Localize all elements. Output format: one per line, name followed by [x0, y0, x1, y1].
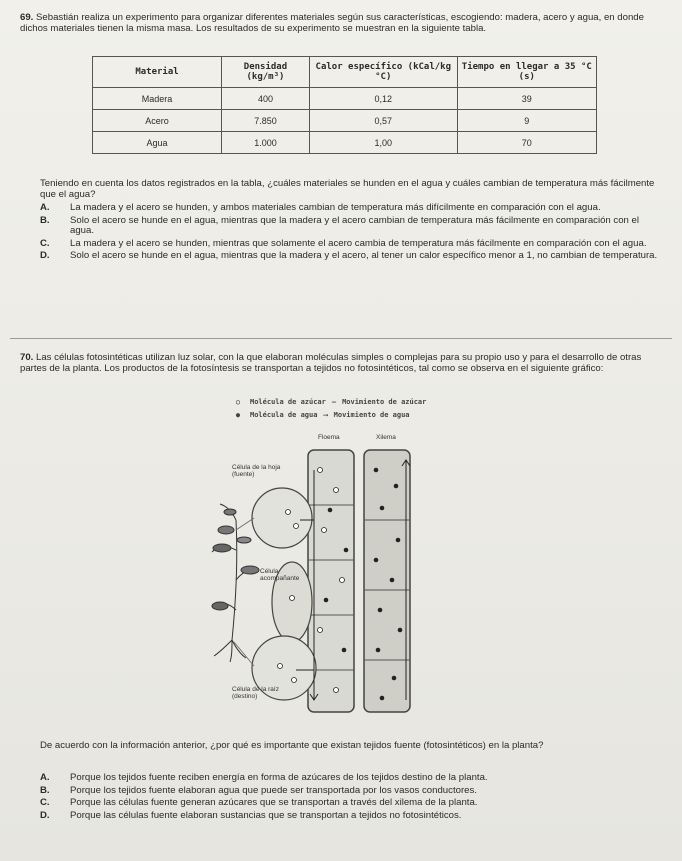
q70-question: De acuerdo con la información anterior, ¿por qué es importante que existan tejidos fuente (fotosintéticos) en la planta?: [40, 740, 544, 751]
floema-label: Floema: [318, 434, 340, 441]
plant-transport-diagram: [196, 430, 432, 720]
table-cell: 39: [457, 88, 596, 110]
divider: [10, 338, 672, 339]
option-text: Porque los tejidos fuente reciben energía en forma de azúcares de los tejidos destino de la planta.: [70, 772, 488, 783]
header-time: Tiempo en llegar a 35 °C (s): [457, 57, 596, 88]
leaf-cell: [252, 488, 312, 548]
option-text: Porque los tejidos fuente elaboran agua que puede ser transportada por los vasos conductores.: [70, 784, 477, 796]
q69-option-b[interactable]: [40, 216, 660, 237]
xylem-tube: [364, 450, 410, 712]
option-letter: B.: [40, 784, 50, 796]
option-text: La madera y el acero se hunden, y ambos materiales cambian de temperatura más difícilmente en comparación con el agua.: [70, 202, 601, 213]
option-letter: D.: [40, 809, 50, 821]
table-cell: 1,00: [309, 132, 457, 154]
table-cell: Acero: [93, 110, 222, 132]
q69-option-c[interactable]: [40, 239, 660, 250]
q69-number: 69.: [20, 12, 34, 23]
legend-arrow: —: [331, 398, 337, 406]
q70-option-d[interactable]: [40, 811, 660, 822]
q70-option-b[interactable]: [40, 786, 660, 797]
water-molecule-icon: ●: [235, 411, 241, 419]
table-cell: 70: [457, 132, 596, 154]
q70-option-a[interactable]: [40, 773, 660, 784]
option-letter: A.: [40, 772, 50, 783]
option-text: Solo el acero se hunde en el agua, mientras que la madera y el acero, al tener un calor específico menor a 1, no cambian de temperatura.: [70, 250, 658, 261]
q69-option-a[interactable]: [40, 203, 660, 214]
option-text: Porque las células fuente generan azúcares que se transportan a través del xilema de la planta.: [70, 797, 478, 808]
q70-option-c[interactable]: [40, 798, 660, 809]
option-text: La madera y el acero se hunden, mientras que solamente el acero cambia de temperatura más fácilmente en comparación con el agua.: [70, 237, 647, 249]
option-letter: B.: [40, 214, 50, 226]
option-letter: D.: [40, 250, 50, 261]
q70-options: [40, 773, 660, 823]
q69-intro-text: Sebastián realiza un experimento para organizar diferentes materiales según sus características, escogiendo: madera, acero y agua, en donde dichos materiales tienen la misma masa. Los resultados de su experimento se muestran en la siguiente tabla.: [20, 12, 644, 34]
table-cell: 1.000: [222, 132, 310, 154]
leaf-cell-label: Célula de la hoja (fuente): [232, 464, 281, 478]
q69-question: Teniendo en cuenta los datos registrados en la tabla, ¿cuáles materiales se hunden en el agua y cuáles cambian de temperatura más fácilmente que el agua?: [40, 178, 655, 200]
root-cell-label: Célula de la raíz (destino): [232, 686, 279, 700]
table-cell: Agua: [93, 132, 222, 154]
table-cell: 400: [222, 88, 310, 110]
header-material: Material: [93, 57, 222, 88]
table-cell: 0,12: [309, 88, 457, 110]
table-cell: 7.850: [222, 110, 310, 132]
legend-sugar: [232, 398, 426, 406]
table-row: [93, 88, 597, 110]
legend-arrow: ⟶: [323, 411, 328, 419]
q69-table: [92, 56, 597, 154]
table-cell: Madera: [93, 88, 222, 110]
table-header-row: [93, 57, 597, 88]
header-density: Densidad (kg/m³): [222, 57, 310, 88]
option-letter: C.: [40, 797, 50, 808]
legend-movement: Movimiento de azúcar: [342, 398, 427, 406]
table-row: [93, 132, 597, 154]
header-specific-heat: Calor específico (kCal/kg °C): [309, 57, 457, 88]
xilema-label: Xilema: [376, 434, 396, 441]
q70-number: 70.: [20, 352, 34, 363]
q70-intro: [20, 352, 662, 374]
sugar-molecule-icon: ○: [235, 398, 241, 406]
option-text: Solo el acero se hunde en el agua, mientras que la madera y el acero cambian de temperatura más fácilmente en comparación con el agua.: [70, 214, 640, 236]
q70-intro-text: Las células fotosintéticas utilizan luz solar, con la que elaboran moléculas simples o complejas para su propio uso y para el desarrollo de otras partes de la planta. Los productos de la fotosíntesis se transportan a tejidos no fotosintéticos, tal como se observa en el siguiente gráfico:: [20, 352, 642, 374]
option-text: Porque las células fuente elaboran sustancias que se transportan a tejidos no fotosintéticos.: [70, 809, 462, 821]
q69-option-d[interactable]: [40, 251, 660, 262]
companion-cell-label: Célula acompañante: [260, 568, 300, 582]
table-cell: 0,57: [309, 110, 457, 132]
legend-label: Molécula de agua: [250, 411, 318, 419]
legend-label: Molécula de azúcar: [250, 398, 326, 406]
plant-icon: [212, 504, 259, 662]
q69-intro: [20, 12, 662, 34]
option-letter: A.: [40, 202, 50, 213]
legend-water: [232, 411, 410, 419]
legend-movement: Movimiento de agua: [333, 411, 410, 419]
table-cell: 9: [457, 110, 596, 132]
option-letter: C.: [40, 237, 50, 249]
q69-options: [40, 203, 660, 264]
table-row: [93, 110, 597, 132]
